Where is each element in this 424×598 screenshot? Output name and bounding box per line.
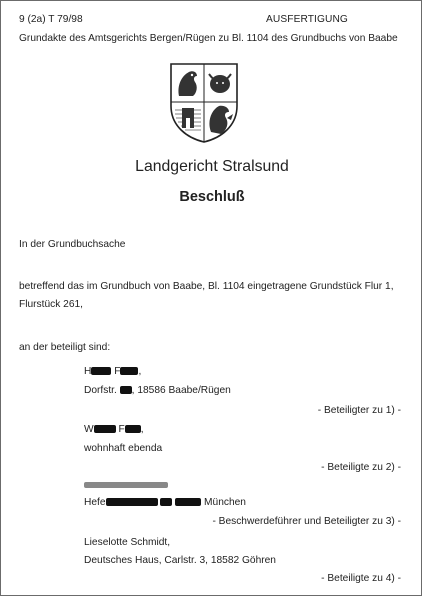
party-4-role: - Beteiligte zu 4) - xyxy=(321,573,401,584)
decree-title: Beschluß xyxy=(179,189,245,205)
party-1-name: H F , xyxy=(84,366,142,377)
concerning-line-2: Flurstück 261, xyxy=(19,299,83,310)
party-3-address: Hefe München xyxy=(84,497,246,508)
matter-line: In der Grundbuchsache xyxy=(19,239,126,250)
redaction-mark xyxy=(160,498,172,506)
party-1-role: - Beteiligter zu 1) - xyxy=(317,405,401,416)
redaction-mark xyxy=(91,367,111,375)
redaction-mark xyxy=(175,498,201,506)
party-1-address: Dorfstr. , 18586 Baabe/Rügen xyxy=(84,385,231,396)
dossier-line: Grundakte des Amtsgerichts Bergen/Rügen zu Bl. 1104 des Grundbuchs von Baabe xyxy=(19,33,398,44)
party-2-address: wohnhaft ebenda xyxy=(84,443,163,454)
copy-stamp: AUSFERTIGUNG xyxy=(266,14,348,25)
redaction-mark xyxy=(106,498,158,506)
concerning-line-1: betreffend das im Grundbuch von Baabe, Bl. 1104 eingetragene Grundstück Flur 1, xyxy=(19,281,394,292)
parties-intro: an der beteiligt sind: xyxy=(19,342,111,353)
party-4-name: Lieselotte Schmidt, xyxy=(84,537,171,548)
party-2-name: W F , xyxy=(84,424,144,435)
redaction-mark xyxy=(94,425,116,433)
party-4-address: Deutsches Haus, Carlstr. 3, 18582 Göhren xyxy=(84,555,276,566)
redaction-mark xyxy=(125,425,141,433)
redaction-mark xyxy=(120,386,132,394)
court-title: Landgericht Stralsund xyxy=(135,158,289,175)
party-3-name-redacted xyxy=(84,480,168,491)
coat-of-arms-emblem xyxy=(167,60,241,144)
redaction-mark xyxy=(120,367,138,375)
party-2-role: - Beteiligte zu 2) - xyxy=(321,462,401,473)
redaction-mark xyxy=(84,482,168,488)
party-3-role: - Beschwerdeführer und Beteiligter zu 3) - xyxy=(212,516,401,527)
case-reference: 9 (2a) T 79/98 xyxy=(19,14,83,25)
